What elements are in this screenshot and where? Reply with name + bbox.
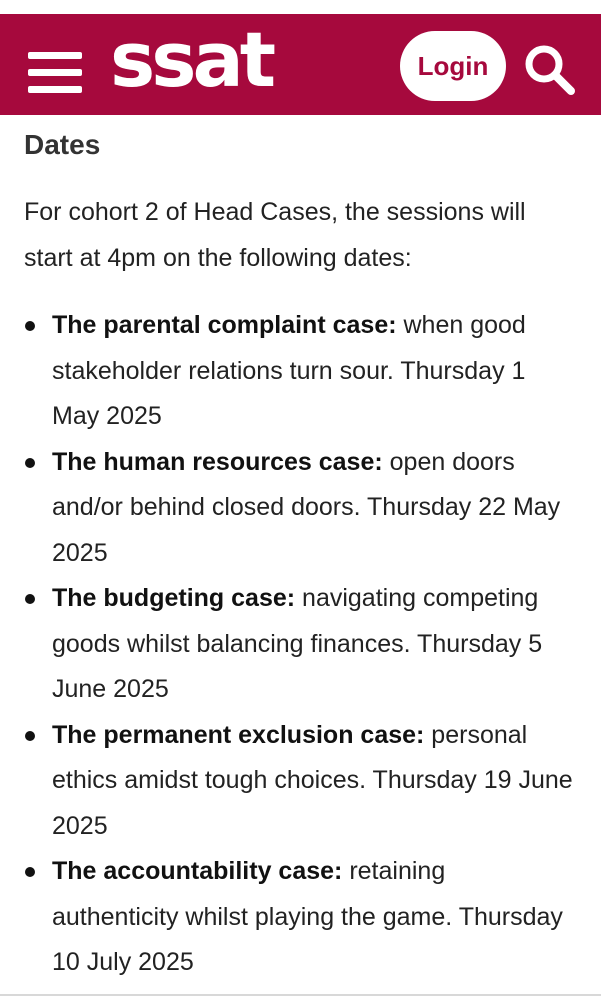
item-title: The accountability case: [52, 857, 343, 885]
session-list [0, 303, 601, 986]
list-item [0, 849, 601, 986]
menu-line [28, 86, 82, 93]
item-text: retaining authenticity whilst playing the game. Thursday 10 July 2025 [52, 857, 563, 976]
item-title: The permanent exclusion case: [52, 720, 425, 749]
item-title: The parental complaint case: [52, 311, 397, 339]
search-icon-graphic [522, 42, 578, 98]
list-item [0, 576, 601, 713]
site-header [0, 14, 601, 115]
ssat-logo[interactable]: ssat [110, 15, 273, 104]
search-icon[interactable] [522, 42, 578, 98]
bullet-icon [25, 594, 35, 604]
list-item [0, 713, 601, 850]
item-text: navigating competing goods whilst balancing finances. Thursday 5 June 2025 [52, 584, 543, 703]
bullet-icon [25, 458, 35, 468]
item-text: when good stakeholder relations turn sour. Thursday 1 May 2025 [52, 311, 526, 430]
list-item [0, 303, 601, 440]
section-heading: Dates [24, 129, 101, 160]
intro-paragraph: For cohort 2 of Head Cases, the sessions will start at 4pm on the following dates: [24, 198, 526, 272]
menu-line [28, 52, 82, 59]
menu-line [28, 69, 82, 76]
divider [0, 994, 601, 996]
bullet-icon [25, 867, 35, 877]
item-title: The budgeting case: [52, 584, 296, 612]
item-text: open doors and/or behind closed doors. Thursday 22 May 2025 [52, 447, 561, 567]
list-item [0, 440, 601, 577]
item-title: The human resources case: [52, 447, 383, 476]
hamburger-menu-icon[interactable] [28, 52, 82, 94]
bullet-icon [25, 321, 35, 331]
main-content [0, 115, 601, 995]
bullet-icon [25, 731, 35, 741]
item-text: personal ethics amidst tough choices. Thursday 19 June 2025 [52, 720, 573, 840]
status-strip [0, 0, 601, 14]
login-button[interactable]: Login [400, 31, 506, 101]
